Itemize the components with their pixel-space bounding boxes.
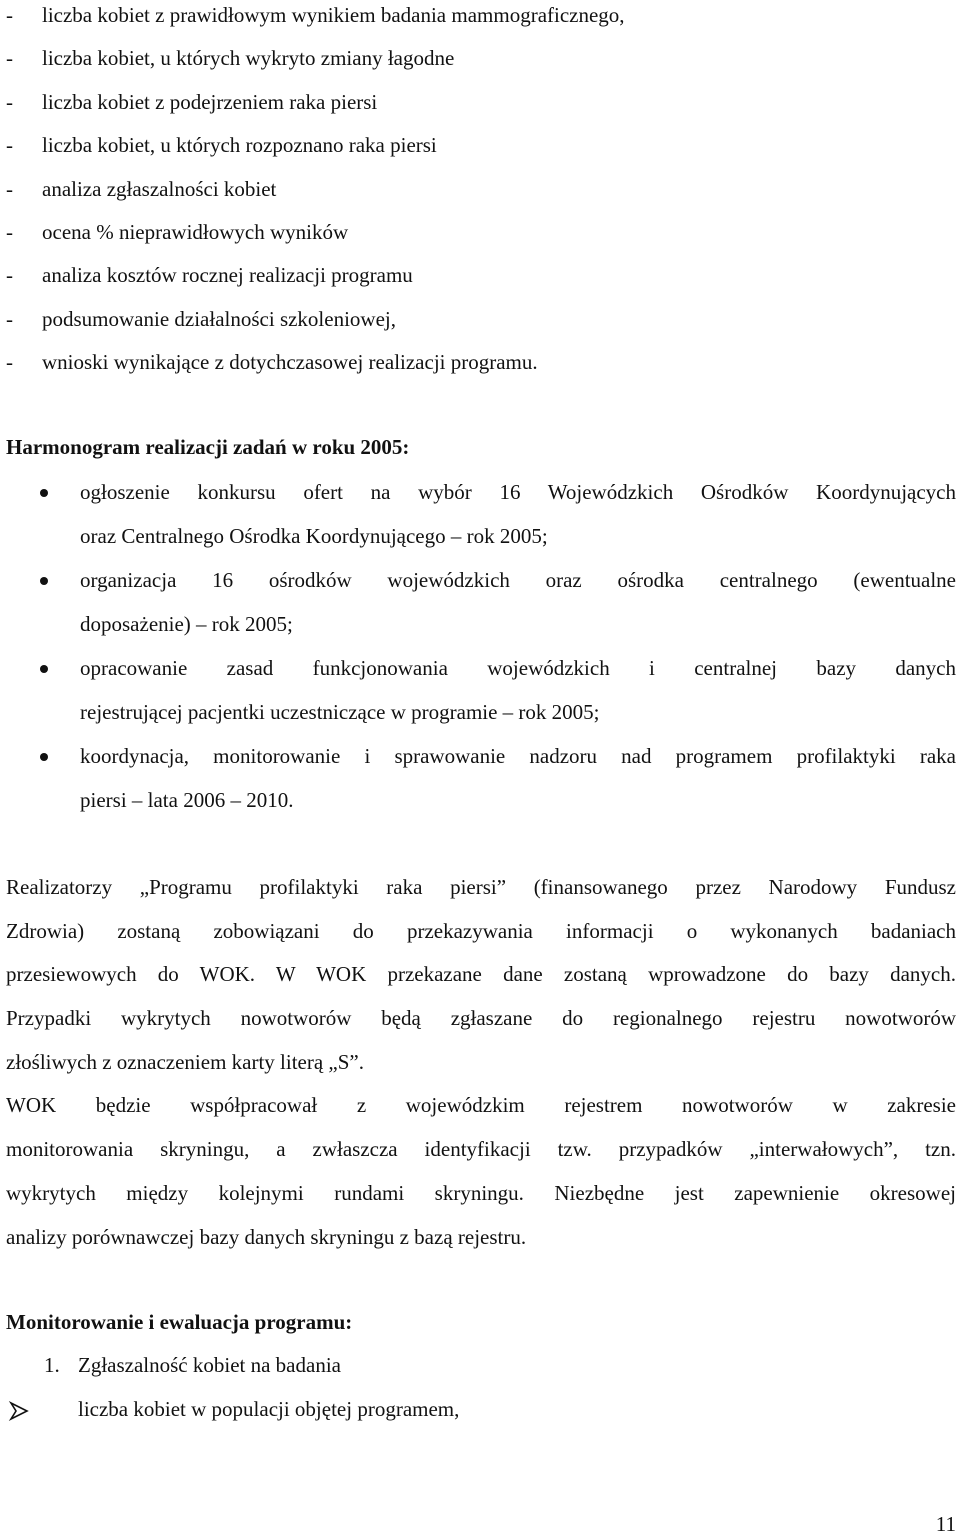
list-item-text: ocena % nieprawidłowych wyników	[42, 219, 349, 244]
list-item	[0, 473, 960, 561]
bullet-dot-icon	[40, 489, 48, 497]
list-item-text: analiza zgłaszalności kobiet	[42, 176, 277, 201]
dash-marker: -	[6, 350, 13, 375]
list-item-text: liczba kobiet z prawidłowym wynikiem badania mammograficznego,	[42, 3, 625, 27]
dash-marker: -	[6, 176, 13, 201]
list-item	[6, 43, 946, 86]
paragraph-line: przesiewowych do WOK. W WOK przekazane dane zostaną wprowadzone do bazy danych.	[6, 962, 956, 987]
list-item	[6, 174, 946, 217]
bullet-line: doposażenie) – rok 2005;	[80, 612, 293, 636]
list-item-text: analiza kosztów rocznej realizacji programu	[42, 263, 413, 288]
arrow-list-item	[6, 1394, 459, 1424]
schedule-bullet-list	[0, 473, 960, 825]
arrow-item-text: liczba kobiet w populacji objętej programem,	[78, 1397, 460, 1421]
bullet-line: rejestrującej pacjentki uczestniczące w programie – rok 2005;	[80, 700, 600, 724]
paragraph-line: WOK będzie współpracował z wojewódzkim rejestrem nowotworów w zakresie	[6, 1093, 956, 1118]
arrow-bullet-icon	[6, 1401, 78, 1421]
list-item	[6, 260, 946, 303]
list-item	[6, 87, 946, 130]
list-item	[0, 737, 960, 825]
monitoring-heading: Monitorowanie i ewaluacja programu:	[6, 1310, 353, 1334]
bullet-dot-icon	[40, 665, 48, 673]
list-item	[6, 347, 946, 390]
paragraph-line: Zdrowia) zostaną zobowiązani do przekazywania informacji o wykonanych badaniach	[6, 918, 956, 943]
dash-marker: -	[6, 89, 13, 114]
dash-marker: -	[6, 219, 13, 244]
dash-marker: -	[6, 263, 13, 288]
bullet-line: oraz Centralnego Ośrodka Koordynującego – rok 2005;	[80, 524, 548, 548]
dash-marker: -	[6, 133, 13, 158]
paragraph-line: Realizatorzy „Programu profilaktyki raka piersi” (finansowanego przez Narodowy Fundusz	[6, 875, 956, 899]
bullet-dot-icon	[40, 753, 48, 761]
numbered-item-text: Zgłaszalność kobiet na badania	[78, 1353, 341, 1377]
paragraph-line: Przypadki wykrytych nowotworów będą zgłaszane do regionalnego rejestru nowotworów	[6, 1006, 956, 1031]
item-number: 1.	[44, 1353, 60, 1377]
body-paragraphs	[6, 868, 956, 1261]
list-item-text: liczba kobiet, u których wykryto zmiany łagodne	[42, 46, 455, 71]
list-item-text: liczba kobiet, u których rozpoznano raka piersi	[42, 133, 437, 158]
bullet-line: piersi – lata 2006 – 2010.	[80, 788, 294, 812]
dash-marker: -	[6, 306, 13, 331]
bullet-line: ogłoszenie konkursu ofert na wybór 16 Wojewódzkich Ośrodków Koordynujących	[80, 480, 956, 504]
bullet-line: opracowanie zasad funkcjonowania wojewódzkich i centralnej bazy danych	[80, 656, 956, 680]
dash-list	[6, 0, 946, 391]
list-item	[0, 649, 960, 737]
schedule-heading: Harmonogram realizacji zadań w roku 2005:	[6, 435, 410, 459]
list-item-text: podsumowanie działalności szkoleniowej,	[42, 306, 396, 331]
list-item	[6, 304, 946, 347]
list-item	[6, 0, 946, 43]
paragraph-line: złośliwych z oznaczeniem karty literą „S”.	[6, 1049, 365, 1074]
paragraph-line: wykrytych między kolejnymi rundami skryningu. Niezbędne jest zapewnienie okresowej	[6, 1180, 956, 1205]
list-item	[6, 130, 946, 173]
paragraph-line: analizy porównawczej bazy danych skryningu z bazą rejestru.	[6, 1224, 527, 1249]
dash-marker: -	[6, 3, 13, 27]
bullet-line: koordynacja, monitorowanie i sprawowanie nadzoru nad programem profilaktyki raka	[80, 744, 956, 768]
numbered-item	[44, 1350, 341, 1380]
list-item	[6, 217, 946, 260]
bullet-dot-icon	[40, 577, 48, 585]
list-item-text: wnioski wynikające z dotychczasowej realizacji programu.	[42, 350, 538, 375]
paragraph-line: monitorowania skryningu, a zwłaszcza identyfikacji tzw. przypadków „interwałowych”, tzn.	[6, 1137, 956, 1162]
list-item	[0, 561, 960, 649]
page-number: 11	[935, 1512, 956, 1536]
bullet-line: organizacja 16 ośrodków wojewódzkich oraz ośrodka centralnego (ewentualne	[80, 568, 956, 592]
dash-marker: -	[6, 46, 13, 71]
list-item-text: liczba kobiet z podejrzeniem raka piersi	[42, 89, 378, 114]
